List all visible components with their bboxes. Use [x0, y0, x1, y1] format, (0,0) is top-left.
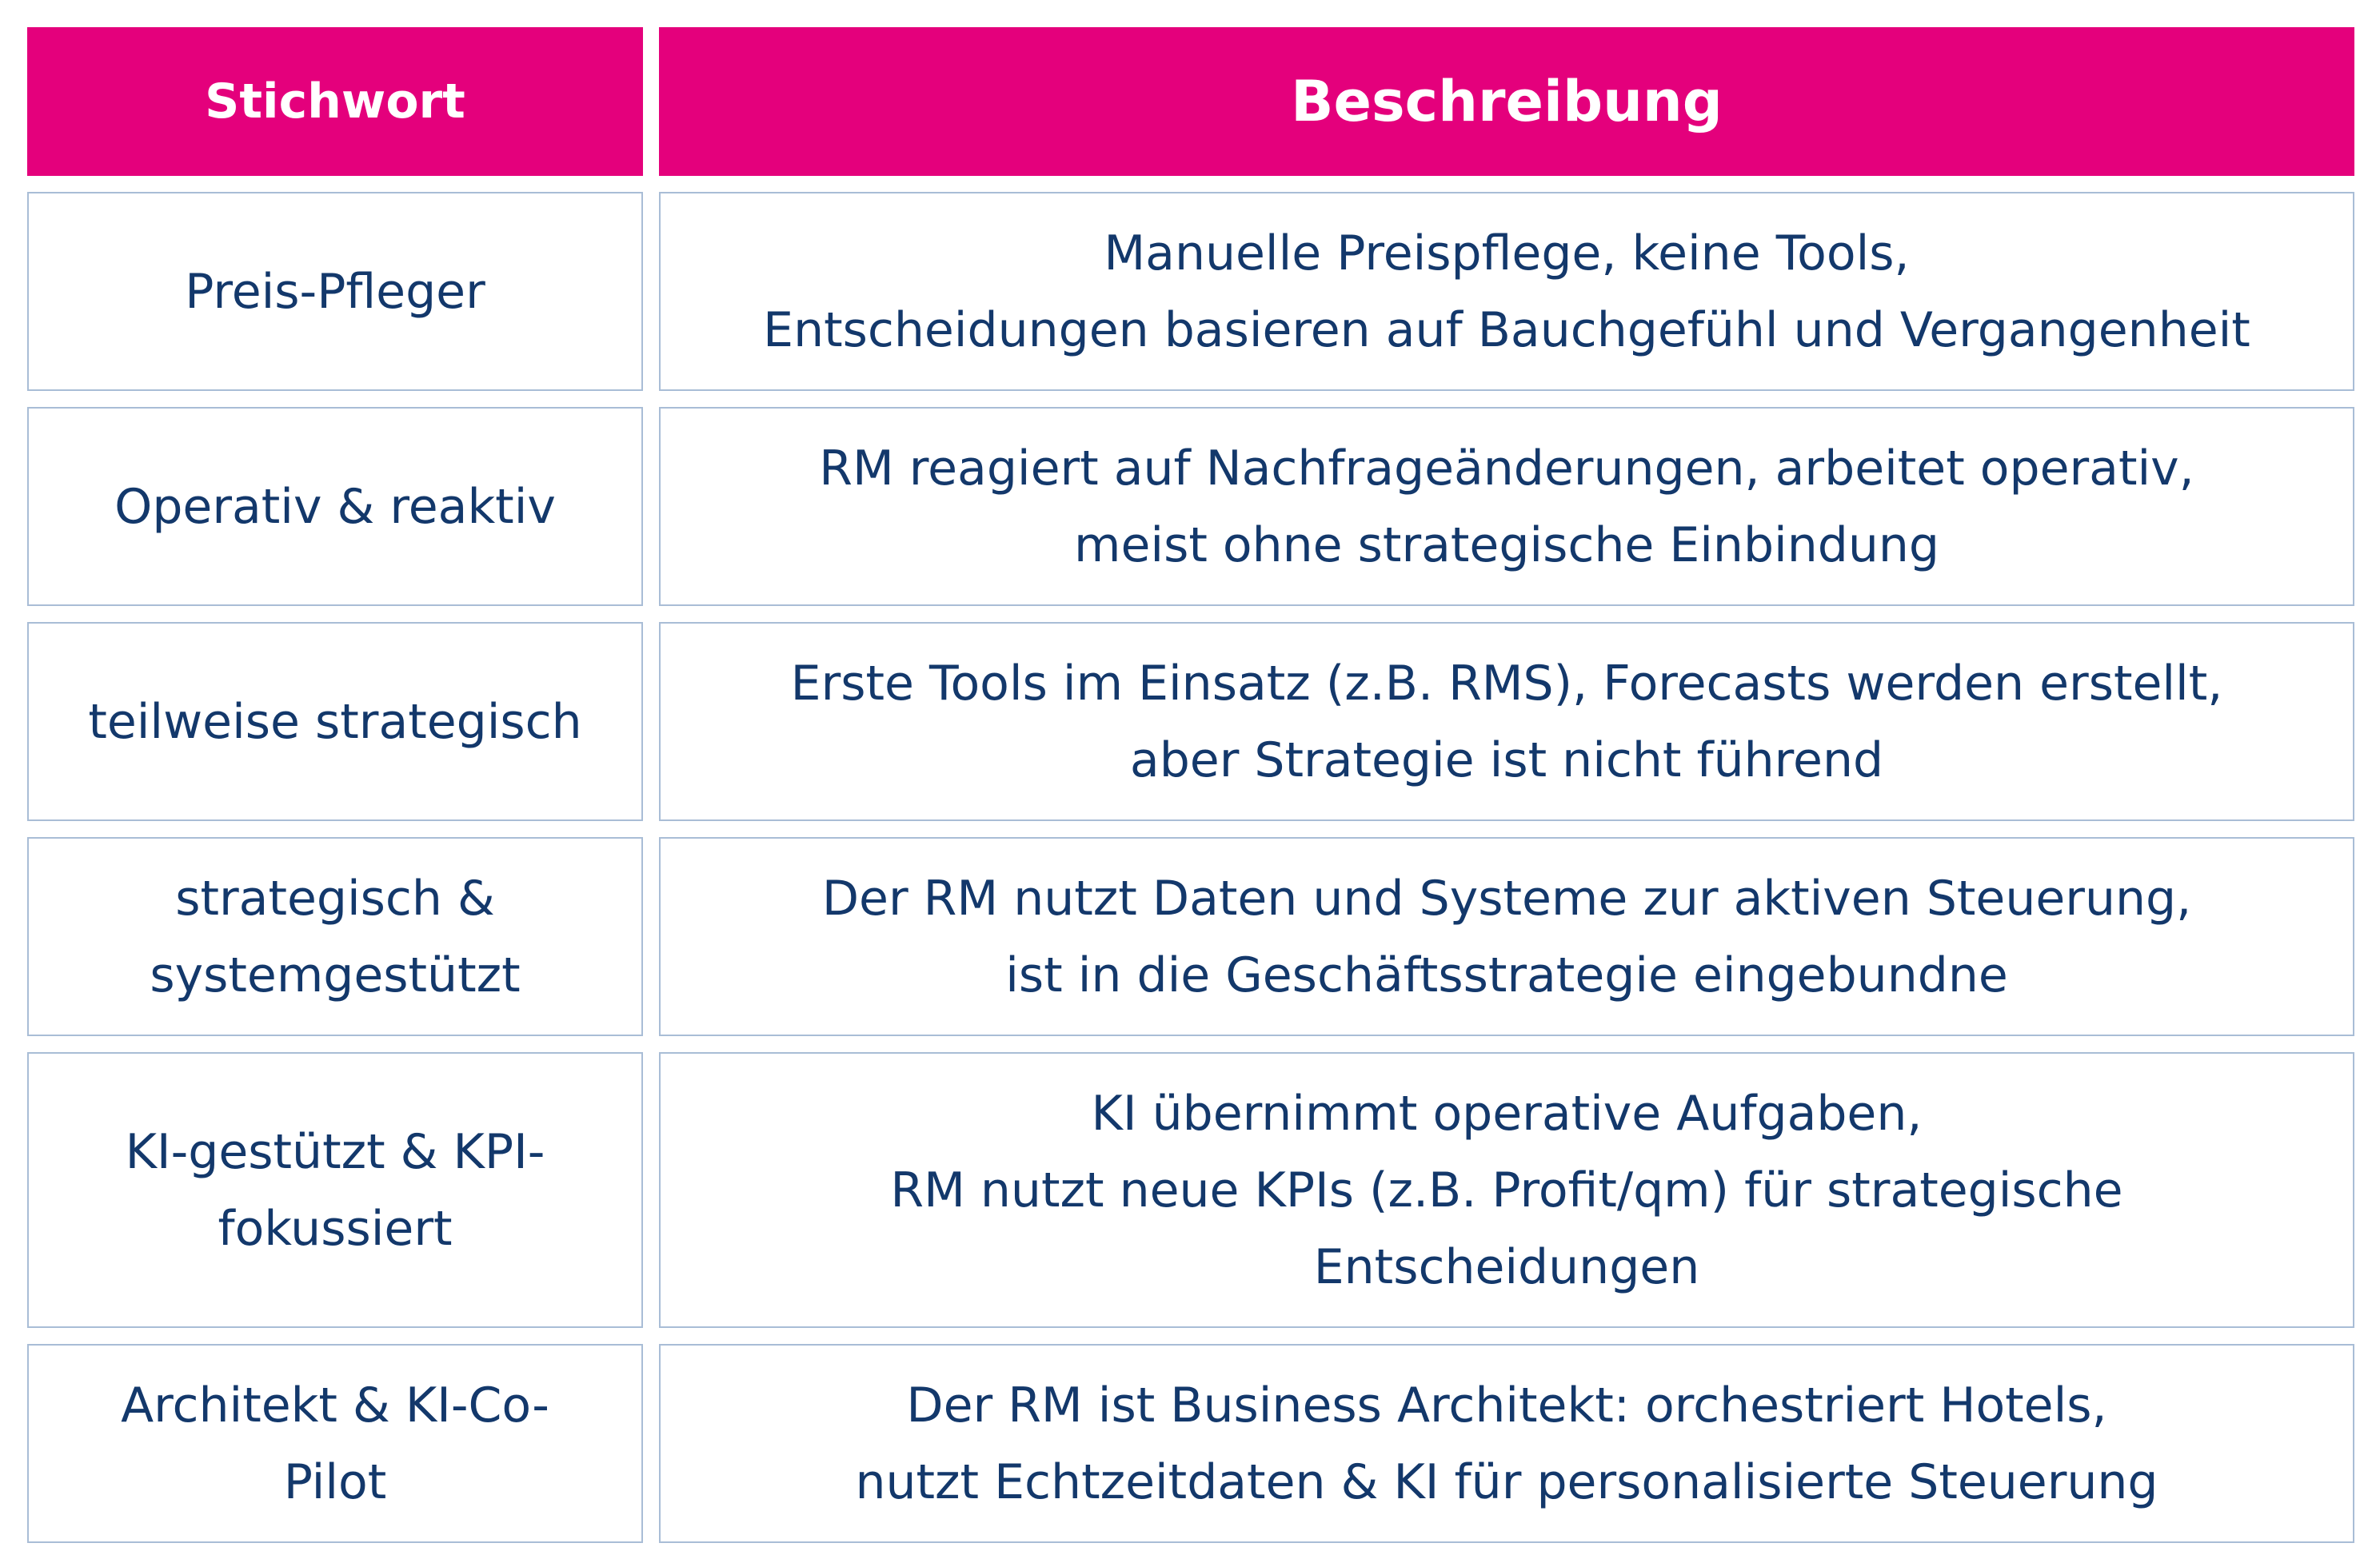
keyword-cell: [27, 407, 643, 606]
description-text: Erste Tools im Einsatz (z.B. RMS), Forecasts werden erstellt, aber Strategie ist nicht führend: [790, 655, 2223, 788]
description-cell: [659, 622, 2354, 821]
keyword-cell: [27, 192, 643, 391]
keyword-cell: [27, 837, 643, 1036]
header-stichwort-label: Stichwort: [205, 74, 465, 130]
keyword-cell: [27, 622, 643, 821]
description-text: Der RM ist Business Architekt: orchestriert Hotels, nutzt Echtzeitdaten & KI für personalisierte Steuerung: [855, 1377, 2158, 1510]
description-cell: [659, 837, 2354, 1036]
keyword-text: teilweise strategisch: [88, 693, 582, 750]
keyword-cell: [27, 1052, 643, 1328]
description-cell: [659, 1344, 2354, 1543]
description-text: RM reagiert auf Nachfrageänderungen, arbeitet operativ, meist ohne strategische Einbindung: [819, 440, 2194, 573]
description-text: Manuelle Preispflege, keine Tools, Entscheidungen basieren auf Bauchgefühl und Vergangenheit: [763, 225, 2250, 358]
keyword-text: Preis-Pfleger: [185, 263, 485, 320]
header-stichwort: [27, 27, 643, 176]
keyword-text: Architekt & KI-Co- Pilot: [121, 1377, 549, 1510]
header-beschreibung-label: Beschreibung: [1291, 69, 1723, 134]
description-cell: [659, 192, 2354, 391]
keyword-text: Operativ & reaktiv: [114, 478, 556, 535]
description-cell: [659, 407, 2354, 606]
keyword-text: KI-gestützt & KPI- fokussiert: [125, 1123, 545, 1257]
description-text: KI übernimmt operative Aufgaben, RM nutzt neue KPIs (z.B. Profit/qm) für strategische Entscheidungen: [890, 1085, 2123, 1295]
keyword-cell: [27, 1344, 643, 1543]
description-text: Der RM nutzt Daten und Systeme zur aktiven Steuerung, ist in die Geschäftsstrategie eingebundne: [821, 870, 2192, 1003]
description-cell: [659, 1052, 2354, 1328]
keyword-text: strategisch & systemgestützt: [150, 870, 521, 1003]
header-beschreibung: [659, 27, 2354, 176]
maturity-table: [27, 27, 2354, 1543]
